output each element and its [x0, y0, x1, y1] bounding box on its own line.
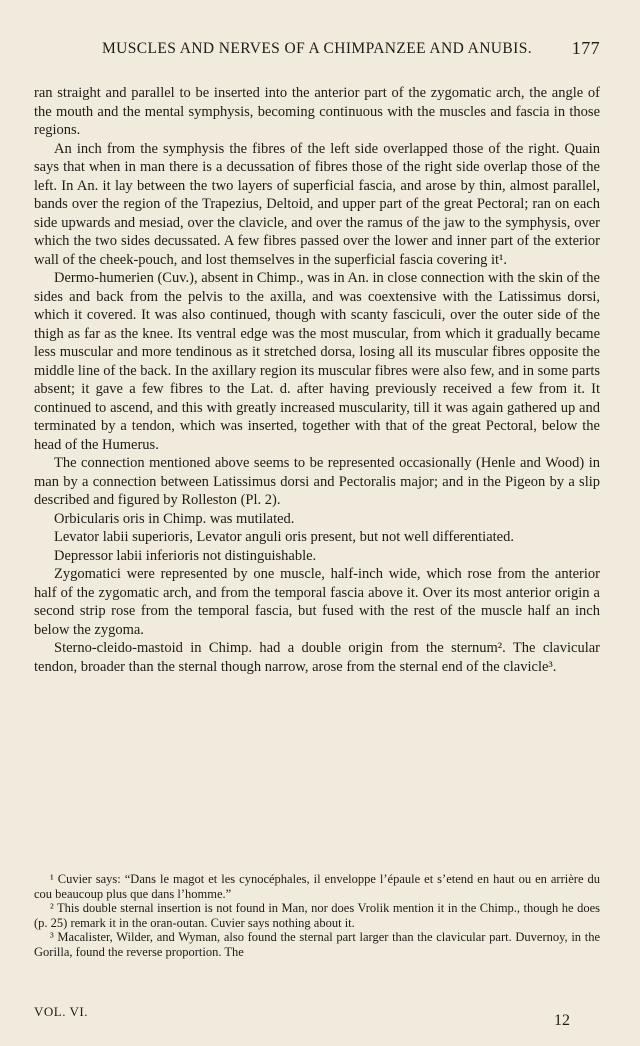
footnotes — [34, 872, 600, 959]
page-number: 177 — [571, 38, 600, 58]
paragraph-connection: The connection mentioned above seems to be represented occasionally (Henle and Wood) in man by a connection between Latissimus dorsi and Pectoralis major; and in the Pigeon by a slip described and figured by Rolleston (Pl. 2). — [34, 455, 600, 508]
paragraph-orbicularis-oris: Orbicularis oris in Chimp. was mutilated. — [54, 510, 295, 527]
paragraph-levator-labii: Levator labii superioris, Levator anguli oris present, but not well differentiated. — [54, 529, 514, 545]
paragraph-sterno-cleido-mastoid: Sterno-cleido-mastoid in Chimp. had a double origin from the sternum². The clavicular tendon, broader than the sternal though narrow, arose from the sternal end of the clavicle³. — [34, 640, 600, 675]
paragraph-depressor-labii: Depressor labii inferioris not distinguishable. — [54, 547, 317, 564]
footnote-2: ² This double sternal insertion is not found in Man, nor does Vrolik mention it in the Chimp., though he does (p. 25) remark it in the oran-outan. Cuvier says nothing about it. — [34, 901, 600, 930]
running-title: MUSCLES AND NERVES OF A CHIMPANZEE AND ANUBIS. — [102, 40, 532, 57]
paragraph-decussation: An inch from the symphysis the fibres of the left side overlapped those of the right. Quain says that when in man there is a decussation of fibres those of the right side overlap those of the left. In An. it lay between the two layers of superficial fascia, and arose by thin, almost parallel, bands over the region of the Trapezius, Deltoid, and upper part of the great Pectoral; ran on each side upwards and mesiad, over the clavicle, and over the ramus of the jaw to the symphysis, over which the two sides decussated. A few fibres passed over the lower and inner part of the exterior wall of the cheek-pouch, and lost themselves in the superficial fascia covering it¹. — [34, 140, 600, 268]
paragraph-continuation: ran straight and parallel to be inserted into the anterior part of the zygomatic arch, the angle of the mouth and the mental symphysis, becoming continuous with the muscles and fascia in those regions. — [34, 85, 600, 138]
signature-mark: 12 — [554, 1012, 570, 1029]
footnote-1: ¹ Cuvier says: “Dans le magot et les cynocéphales, il enveloppe l’épaule et s’etend en haut ou en arrière du cou beaucoup plus que dans l’homme.” — [34, 872, 600, 901]
footnote-3: ³ Macalister, Wilder, and Wyman, also found the sternal part larger than the clavicular part. Duvernoy, in the Gorilla, found the reverse proportion. The — [34, 930, 600, 959]
running-header — [34, 40, 600, 58]
main-text — [34, 84, 600, 676]
volume-label: VOL. VI. — [34, 1004, 88, 1019]
paragraph-dermo-humerien: Dermo-humerien (Cuv.), absent in Chimp., was in An. in close connection with the skin of the sides and back from the pelvis to the axilla, and was coextensive with the Latissimus dorsi, which it covered. It was also continued, though with scanty fasciculi, over the outer side of the thigh as far as the knee. Its ventral edge was the most muscular, from which it gradually became less muscular and more tendinous as it stretched dorsa, losing all its muscular fibres opposite the middle line of the back. In the axillary region its muscular fibres were also few, and in some parts absent; it gave a few fibres to the Lat. d. after having previously received a few from it. It continued to ascend, and this with greatly increased muscularity, till it was again gathered up and terminated by a tendon, which was inserted, together with that of the great Pectoral, below the head of the Humerus. — [34, 270, 600, 453]
paragraph-zygomatici: Zygomatici were represented by one muscle, half-inch wide, which rose from the anterior half of the zygomatic arch, and from the temporal fascia above it. Over its most anterior origin a second strip rose from the temporal fascia, but fused with the rest of the muscle half an inch below the zygoma. — [34, 566, 600, 638]
